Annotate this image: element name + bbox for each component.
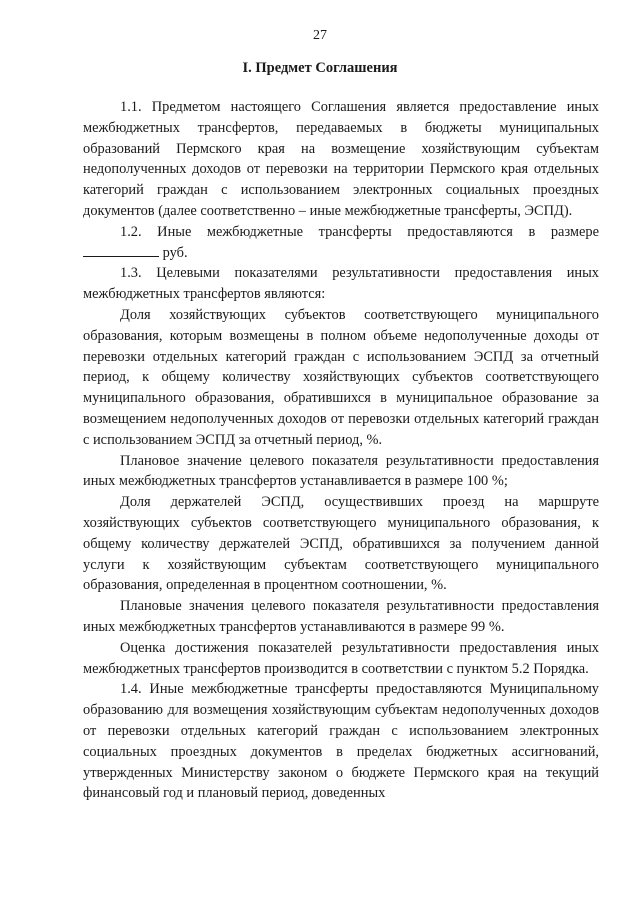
indicator-2-definition: Доля держателей ЭСПД, осуществивших проезд на маршруте хозяйствующих субъектов соответствующего муниципального образования, к общему количеству держателей ЭСПД, обратившихся за получением данной услуги к хозяйствующим субъектам соответствующего муниципального образования, определенная в процентном соотношении, %. — [83, 494, 599, 594]
amount-blank-line — [83, 244, 159, 257]
paragraph-1-2-amount — [83, 243, 599, 264]
paragraph-1-3: 1.3. Целевыми показателями результативности предоставления иных межбюджетных трансфертов являются: — [83, 265, 599, 303]
paragraph-1-1: 1.1. Предметом настоящего Соглашения является предоставление иных межбюджетных трансфертов, передаваемых в бюджеты муниципальных образований Пермского края на возмещение хозяйствующим субъектам недополученных доходов от перевозки на территории Пермского края отдельных категорий граждан с использованием электронных социальных проездных документов (далее соответственно – иные межбюджетные трансферты, ЭСПД). — [83, 99, 599, 219]
indicator-1-definition: Доля хозяйствующих субъектов соответствующего муниципального образования, которым возмещены в полном объеме недополученные доходы от перевозки отдельных категорий граждан с использованием ЭСПД за отчетный период, к общему количеству хозяйствующих субъектов соответствующего муниципального образования, обратившихся в муниципальное образование за возмещением недополученных доходов от перевозки отдельных категорий граждан с использованием ЭСПД за отчетный период, %. — [83, 306, 599, 448]
page-number: 27 — [313, 28, 327, 43]
paragraph-1-4: 1.4. Иные межбюджетные трансферты предоставляются Муниципальному образованию для возмещения хозяйствующим субъектам недополученных доходов от перевозки отдельных категорий граждан с использованием электронных социальных проездных документов в пределах бюджетных ассигнований, утвержденных Министерству законом о бюджете Пермского края на текущий финансовый год и плановый период, доведенных — [83, 681, 599, 802]
evaluation-paragraph: Оценка достижения показателей результативности предоставления иных межбюджетных трансфертов производится в соответствии с пунктом 5.2 Порядка. — [83, 639, 599, 677]
paragraph-1-2: 1.2. Иные межбюджетные трансферты предоставляются в размере — [120, 223, 599, 240]
section-title: I. Предмет Соглашения — [242, 60, 398, 76]
indicator-1-plan: Плановое значение целевого показателя результативности предоставления иных межбюджетных трансфертов устанавливается в размере 100 %; — [83, 452, 599, 490]
indicator-2-plan: Плановые значения целевого показателя результативности предоставления иных межбюджетных трансфертов устанавливаются в размере 99 %. — [83, 598, 599, 635]
document-body — [83, 97, 599, 804]
amount-currency: руб. — [162, 244, 188, 261]
